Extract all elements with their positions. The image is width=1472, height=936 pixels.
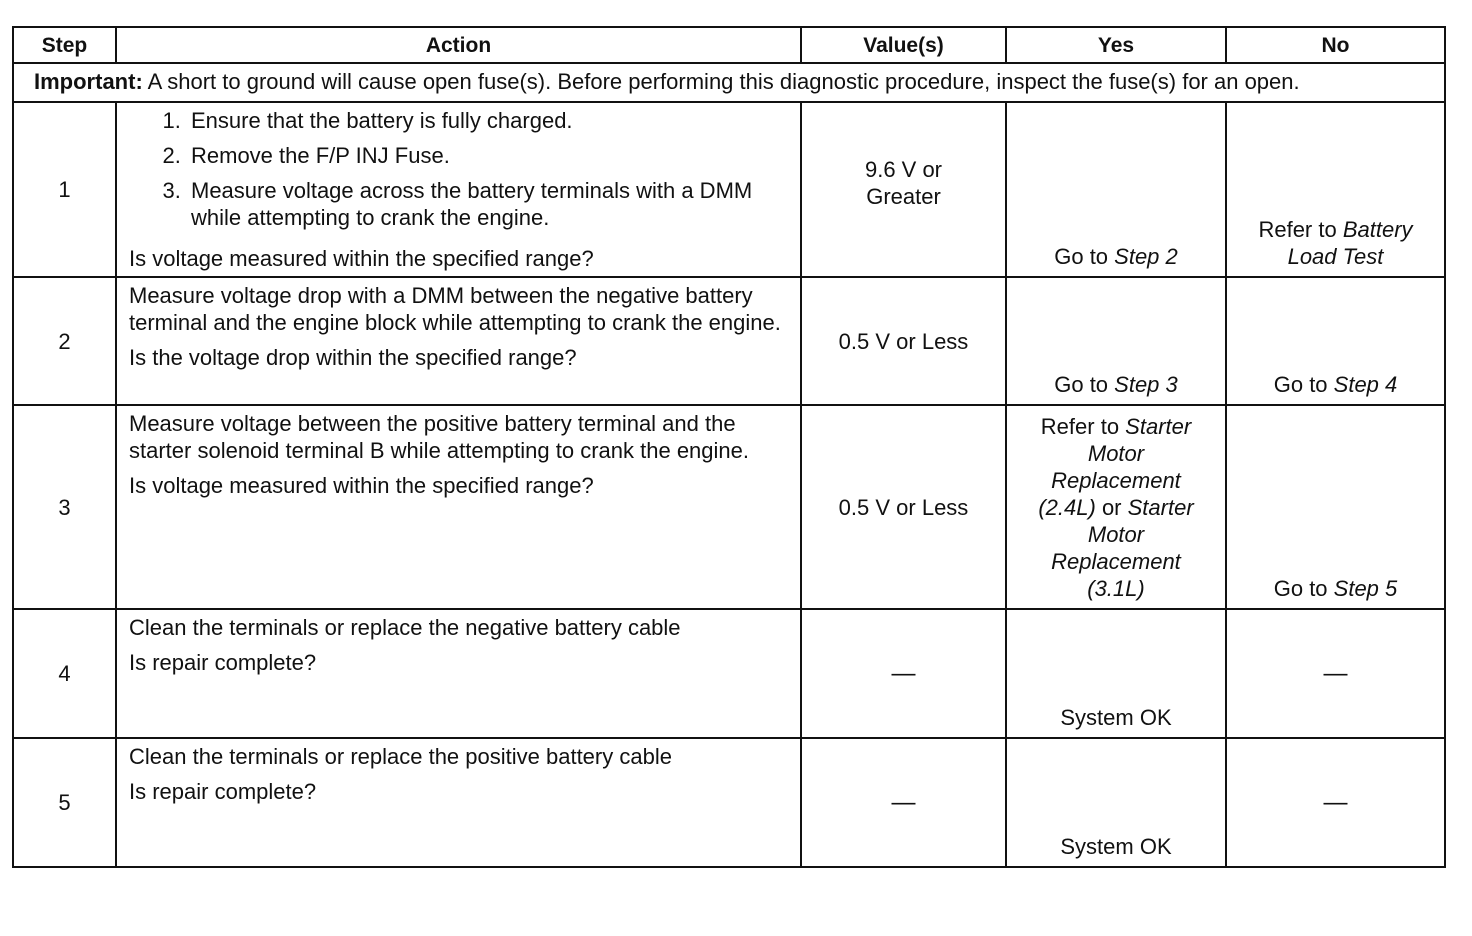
value-cell (801, 738, 1006, 867)
header-no: No (1226, 27, 1445, 63)
action-list (129, 107, 788, 237)
no-cell (1226, 102, 1445, 277)
step-number: 1 (13, 102, 116, 277)
no-cell (1226, 609, 1445, 738)
no-reference: Battery Load Test (1287, 217, 1413, 269)
action-question: Is voltage measured within the specified range? (129, 473, 594, 498)
action-question: Is repair complete? (129, 779, 317, 804)
table-row (13, 609, 1445, 738)
step-number: 4 (13, 609, 116, 738)
yes-cell (1006, 277, 1226, 405)
value-text: 0.5 V or Less (838, 494, 969, 520)
header-row (13, 27, 1445, 63)
no-cell (1226, 405, 1445, 609)
action-question: Is the voltage drop within the specified range? (129, 345, 577, 370)
header-yes: Yes (1006, 27, 1226, 63)
no-cell (1226, 738, 1445, 867)
table-row (13, 277, 1445, 405)
yes-reference: Step 2 (1114, 244, 1178, 269)
no-prefix: Go to (1273, 576, 1334, 601)
yes-cell (1006, 738, 1226, 867)
diagnostic-table (12, 26, 1446, 868)
yes-reference: Starter Motor Replacement (3.1L) (1051, 495, 1194, 601)
important-row (13, 63, 1445, 102)
value-text: — (891, 789, 916, 816)
action-cell (116, 609, 801, 738)
action-item: 3. Measure voltage across the battery terminals with a DMM while attempting to crank the engine. (187, 177, 788, 231)
table-row (13, 102, 1445, 277)
action-text: Clean the terminals or replace the positive battery cable (129, 744, 672, 769)
yes-prefix: Go to (1054, 372, 1115, 397)
action-text: Measure voltage drop with a DMM between the negative battery terminal and the engine block while attempting to crank the engine. (129, 283, 781, 335)
step-number: 2 (13, 277, 116, 405)
action-text: Clean the terminals or replace the negative battery cable (129, 615, 681, 640)
no-reference: Step 4 (1333, 372, 1398, 397)
value-cell (801, 102, 1006, 277)
yes-reference: Step 3 (1114, 372, 1178, 397)
value-text: 0.5 V or Less (838, 328, 969, 354)
no-reference: Step 5 (1333, 576, 1398, 601)
yes-text: System OK (1060, 834, 1172, 859)
yes-cell (1006, 102, 1226, 277)
value-cell (801, 277, 1006, 405)
yes-reference: Starter Motor Replacement (2.4L) (1038, 414, 1192, 520)
yes-prefix: Go to (1054, 244, 1115, 269)
value-text: — (891, 660, 916, 687)
action-cell (116, 405, 801, 609)
value-text: 9.6 V or Greater (864, 156, 943, 209)
no-prefix: Go to (1273, 372, 1334, 397)
action-text: Measure voltage between the positive battery terminal and the starter solenoid terminal B while attempting to crank the engine. (129, 411, 749, 463)
step-number: 5 (13, 738, 116, 867)
action-cell (116, 738, 801, 867)
yes-prefix: Refer to (1040, 414, 1126, 439)
table-row (13, 405, 1445, 609)
yes-connector: or (1095, 495, 1128, 520)
header-action: Action (116, 27, 801, 63)
value-cell (801, 609, 1006, 738)
yes-cell (1006, 405, 1226, 609)
no-text: — (1323, 789, 1348, 816)
yes-cell (1006, 609, 1226, 738)
action-question: Is repair complete? (129, 650, 317, 675)
action-question: Is voltage measured within the specified range? (129, 246, 594, 271)
important-text: A short to ground will cause open fuse(s). Before performing this diagnostic procedure, inspect the fuse(s) for an open. (142, 69, 1300, 94)
value-cell (801, 405, 1006, 609)
action-item: 1. Ensure that the battery is fully charged. (187, 107, 788, 134)
action-item: 2. Remove the F/P INJ Fuse. (187, 142, 788, 169)
no-prefix: Refer to (1258, 217, 1343, 242)
important-note (13, 63, 1445, 102)
action-cell (116, 102, 801, 277)
header-step: Step (13, 27, 116, 63)
no-text: — (1323, 660, 1348, 687)
table-row (13, 738, 1445, 867)
header-values: Value(s) (801, 27, 1006, 63)
yes-text: System OK (1060, 705, 1172, 730)
no-cell (1226, 277, 1445, 405)
important-label: Important: (34, 69, 143, 94)
action-cell (116, 277, 801, 405)
step-number: 3 (13, 405, 116, 609)
